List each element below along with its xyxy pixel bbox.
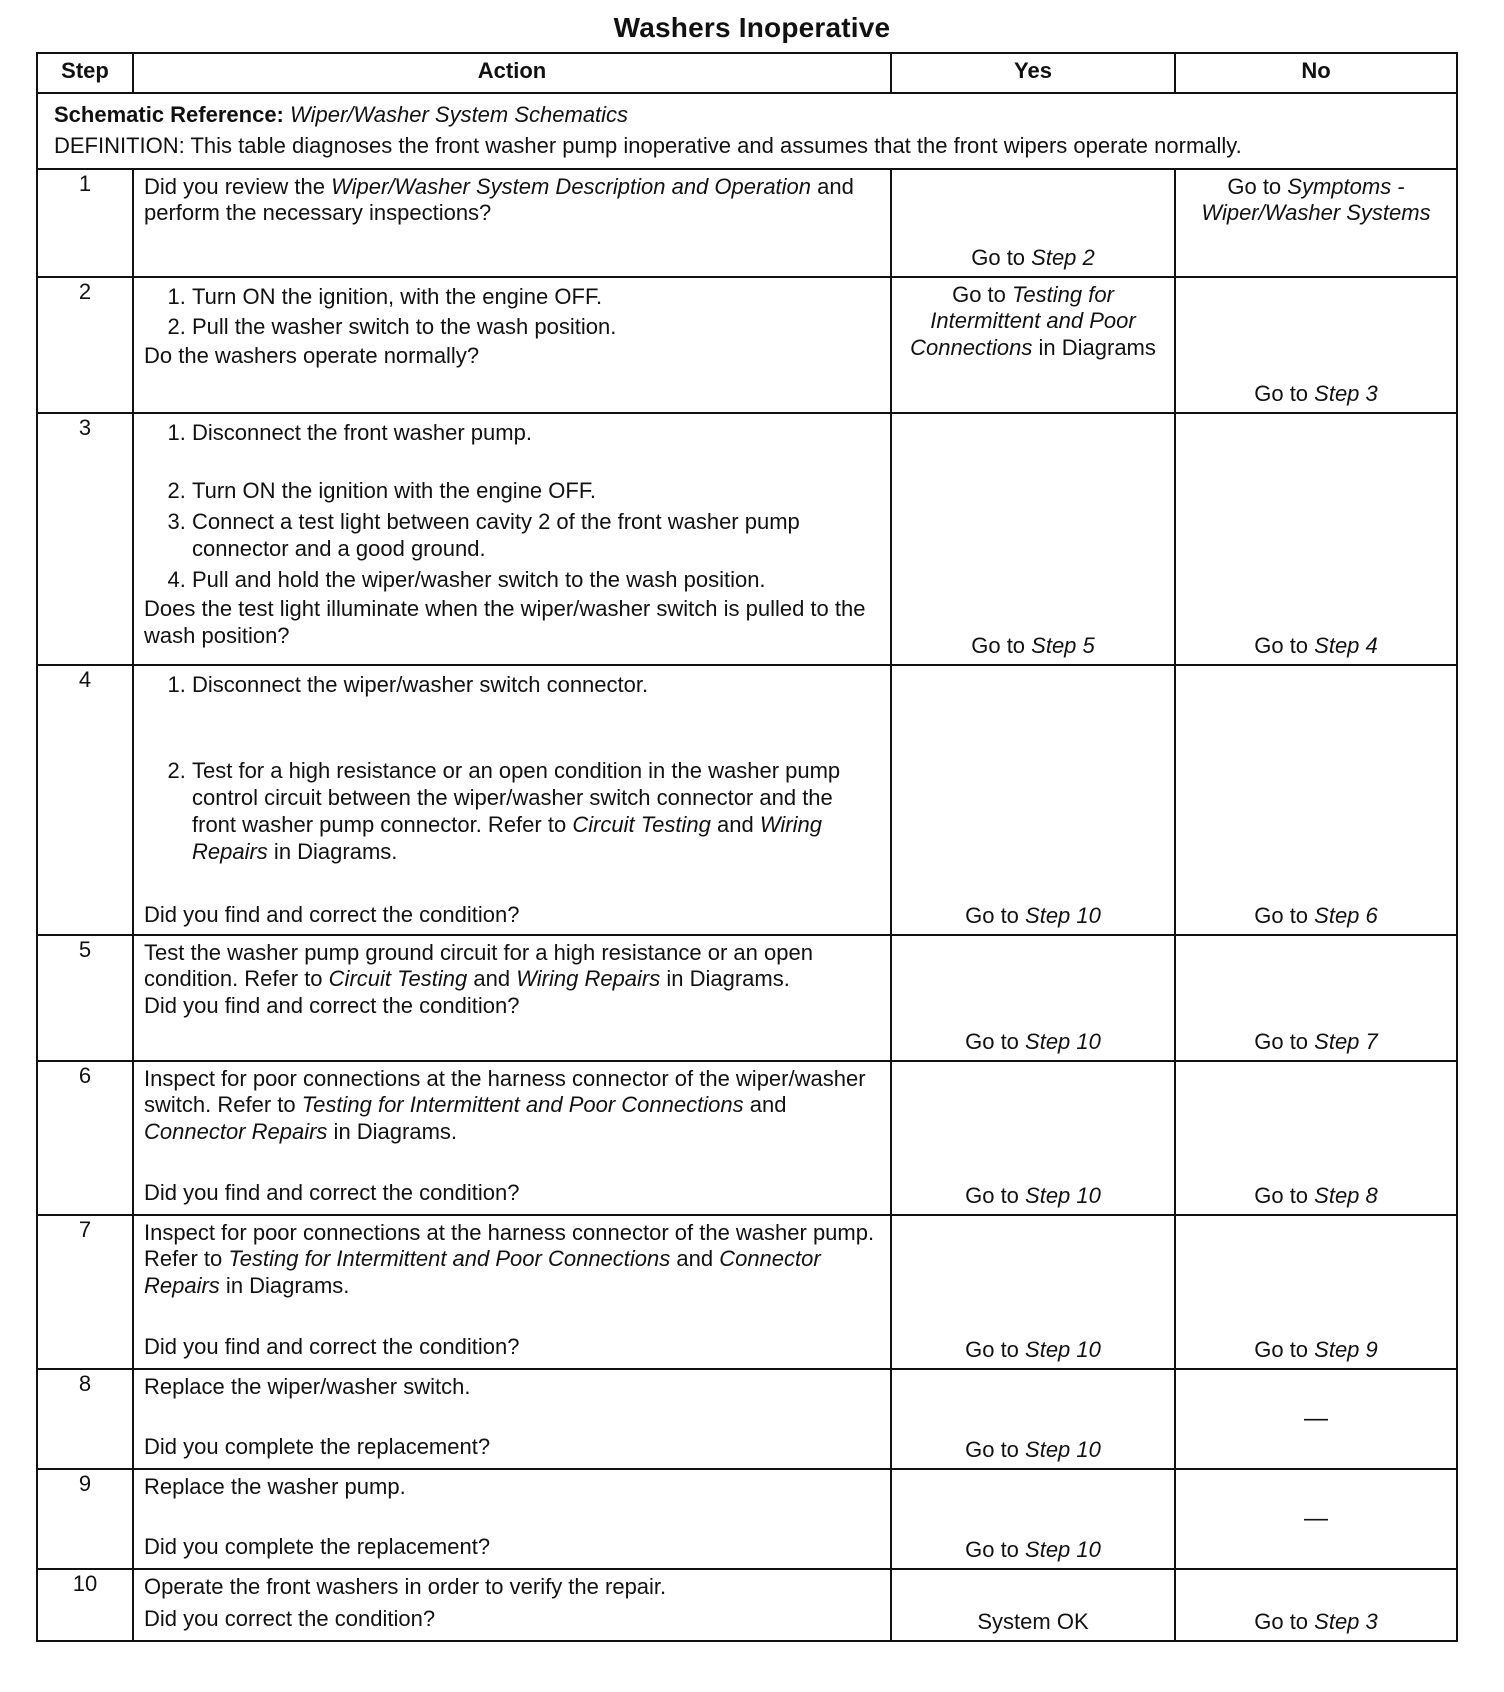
- yes-cell: Go to Testing for Intermittent and Poor Connections in Diagrams: [891, 277, 1175, 413]
- reference-link[interactable]: Testing for Intermittent and Poor Connections: [910, 281, 1136, 361]
- yes-cell: Go to Step 10: [891, 1369, 1175, 1469]
- no-cell: Go to Step 3: [1175, 277, 1457, 413]
- step-link[interactable]: Step 3: [1314, 380, 1378, 406]
- yes-cell: Go to Step 5: [891, 413, 1175, 665]
- yes-cell: Go to Step 10: [891, 665, 1175, 935]
- table-row-step-4: [37, 665, 1457, 935]
- step-link[interactable]: Step 4: [1314, 632, 1378, 658]
- instruction-item: 4. Pull and hold the wiper/washer switch to the wash position.: [192, 565, 880, 596]
- table-row-step-8: [37, 1369, 1457, 1469]
- step-number: 5: [37, 935, 133, 1061]
- yes-cell: Go to Step 10: [891, 935, 1175, 1061]
- column-header-action: Action: [133, 53, 891, 93]
- step-link[interactable]: Step 9: [1314, 1336, 1378, 1362]
- action-cell: [133, 665, 891, 935]
- action-text: Did you review the Wiper/Washer System Description and Operation and perform the necessary inspections?: [144, 173, 854, 226]
- instruction-item: 2. Pull the washer switch to the wash position.: [192, 312, 880, 343]
- question-text: Does the test light illuminate when the wiper/washer switch is pulled to the wash position?: [144, 595, 866, 648]
- action-cell: [133, 1469, 891, 1569]
- step-number: 4: [37, 665, 133, 935]
- no-cell: Go to Step 3: [1175, 1569, 1457, 1641]
- table-row-step-6: [37, 1061, 1457, 1215]
- reference-link[interactable]: Symptoms - Wiper/Washer Systems: [1201, 173, 1431, 226]
- question-text: Did you complete the replacement?: [144, 1534, 491, 1560]
- action-cell: [133, 935, 891, 1061]
- no-cell: —: [1175, 1369, 1457, 1469]
- reference-link[interactable]: Testing for Intermittent and Poor Connections: [228, 1246, 671, 1272]
- action-cell: [133, 1569, 891, 1641]
- action-text: Inspect for poor connections at the harness connector of the washer pump. Refer to Testing for Intermittent and Poor Connections and Connector Repairs in Diagrams.: [144, 1219, 875, 1299]
- step-link[interactable]: Step 5: [1031, 632, 1095, 658]
- step-number: 9: [37, 1469, 133, 1569]
- action-text: Operate the front washers in order to verify the repair.: [144, 1573, 667, 1599]
- instruction-item: 1. Turn ON the ignition, with the engine OFF.: [192, 282, 880, 313]
- reference-link[interactable]: Circuit Testing: [572, 812, 711, 838]
- yes-cell: Go to Step 2: [891, 169, 1175, 277]
- question-text: Did you find and correct the condition?: [144, 993, 520, 1019]
- schematic-label: Schematic Reference:: [54, 102, 284, 127]
- reference-link[interactable]: Wiper/Washer System Description and Operation: [331, 173, 812, 199]
- instruction-item: 2. Test for a high resistance or an open condition in the washer pump control circuit between the wiper/washer switch connector and the front washer pump connector. Refer to Circuit Testing and Wiring Repairs in Diagrams.: [192, 756, 880, 867]
- yes-cell: Go to Step 10: [891, 1215, 1175, 1369]
- page-title: Washers Inoperative: [613, 12, 891, 43]
- step-number: 2: [37, 277, 133, 413]
- schematic-definition-row: [37, 93, 1457, 169]
- step-number: 1: [37, 169, 133, 277]
- step-number: 8: [37, 1369, 133, 1469]
- step-number: 3: [37, 413, 133, 665]
- step-link[interactable]: Step 6: [1314, 902, 1378, 928]
- action-text: Replace the washer pump.: [144, 1473, 406, 1499]
- question-text: Did you find and correct the condition?: [144, 901, 520, 927]
- instruction-item: 1. Disconnect the front washer pump.: [192, 418, 880, 449]
- no-cell: —: [1175, 1469, 1457, 1569]
- action-text: Inspect for poor connections at the harness connector of the wiper/washer switch. Refer to Testing for Intermittent and Poor Connections and Connector Repairs in Diagrams.: [144, 1065, 866, 1145]
- step-link[interactable]: Step 10: [1025, 1336, 1101, 1362]
- step-number: 6: [37, 1061, 133, 1215]
- no-cell: Go to Step 6: [1175, 665, 1457, 935]
- step-link[interactable]: Step 10: [1025, 1436, 1101, 1462]
- step-link[interactable]: Step 8: [1314, 1182, 1378, 1208]
- schematic-definition-cell: [37, 93, 1457, 169]
- action-cell: [133, 413, 891, 665]
- step-link[interactable]: Step 10: [1025, 1536, 1101, 1562]
- no-cell: Go to Symptoms - Wiper/Washer Systems: [1175, 169, 1457, 277]
- yes-cell: Go to Step 10: [891, 1469, 1175, 1569]
- step-number: 7: [37, 1215, 133, 1369]
- step-link[interactable]: Step 10: [1025, 1182, 1101, 1208]
- reference-link[interactable]: Wiring Repairs: [192, 812, 822, 864]
- question-text: Did you find and correct the condition?: [144, 1180, 520, 1206]
- instruction-item: 3. Connect a test light between cavity 2 of the front washer pump connector and a good ground.: [192, 507, 880, 565]
- reference-link[interactable]: Testing for Intermittent and Poor Connections: [301, 1092, 744, 1118]
- action-cell: [133, 169, 891, 277]
- table-row-step-9: [37, 1469, 1457, 1569]
- table-header-row: [37, 53, 1457, 93]
- instruction-item: 2. Turn ON the ignition with the engine OFF.: [192, 476, 880, 507]
- reference-link[interactable]: Wiring Repairs: [516, 966, 661, 992]
- table-row-step-5: [37, 935, 1457, 1061]
- reference-link[interactable]: Connector Repairs: [144, 1119, 328, 1145]
- action-text: Replace the wiper/washer switch.: [144, 1373, 471, 1399]
- reference-link[interactable]: Connector Repairs: [144, 1246, 821, 1299]
- action-cell: [133, 277, 891, 413]
- no-cell: Go to Step 4: [1175, 413, 1457, 665]
- step-link[interactable]: Step 2: [1031, 244, 1095, 270]
- step-link[interactable]: Step 10: [1025, 902, 1101, 928]
- column-header-no: No: [1175, 53, 1457, 93]
- schematic-link[interactable]: Wiper/Washer System Schematics: [290, 102, 629, 127]
- question-text: Did you complete the replacement?: [144, 1434, 491, 1460]
- no-cell: Go to Step 7: [1175, 935, 1457, 1061]
- step-link[interactable]: Step 3: [1314, 1608, 1378, 1634]
- step-link[interactable]: Step 10: [1025, 1028, 1101, 1054]
- column-header-step: Step: [37, 53, 133, 93]
- definition-text: DEFINITION: This table diagnoses the front washer pump inoperative and assumes that the front wipers operate normally.: [54, 132, 1242, 158]
- action-cell: [133, 1369, 891, 1469]
- action-text: Test the washer pump ground circuit for a high resistance or an open condition. Refer to Circuit Testing and Wiring Repairs in Diagrams.: [144, 939, 813, 992]
- no-cell: Go to Step 9: [1175, 1215, 1457, 1369]
- reference-link[interactable]: Circuit Testing: [328, 966, 468, 992]
- diagnostic-table: [36, 52, 1458, 1642]
- question-text: Did you correct the condition?: [144, 1606, 436, 1632]
- yes-cell: Go to Step 10: [891, 1061, 1175, 1215]
- column-header-yes: Yes: [891, 53, 1175, 93]
- instruction-list: [144, 670, 880, 868]
- schematic-reference: [54, 100, 1440, 131]
- step-link[interactable]: Step 7: [1314, 1028, 1378, 1054]
- step-number: 10: [37, 1569, 133, 1641]
- question-text: Did you find and correct the condition?: [144, 1334, 520, 1360]
- no-cell: Go to Step 8: [1175, 1061, 1457, 1215]
- table-row-step-2: [37, 277, 1457, 413]
- instruction-list: [144, 418, 880, 596]
- table-row-step-7: [37, 1215, 1457, 1369]
- action-cell: [133, 1215, 891, 1369]
- action-cell: [133, 1061, 891, 1215]
- question-text: Do the washers operate normally?: [144, 343, 480, 369]
- table-row-step-3: [37, 413, 1457, 665]
- table-row-step-10: [37, 1569, 1457, 1641]
- instruction-item: 1. Disconnect the wiper/washer switch connector.: [192, 670, 880, 701]
- instruction-list: [144, 282, 880, 344]
- yes-cell: System OK: [891, 1569, 1175, 1641]
- table-row-step-1: [37, 169, 1457, 277]
